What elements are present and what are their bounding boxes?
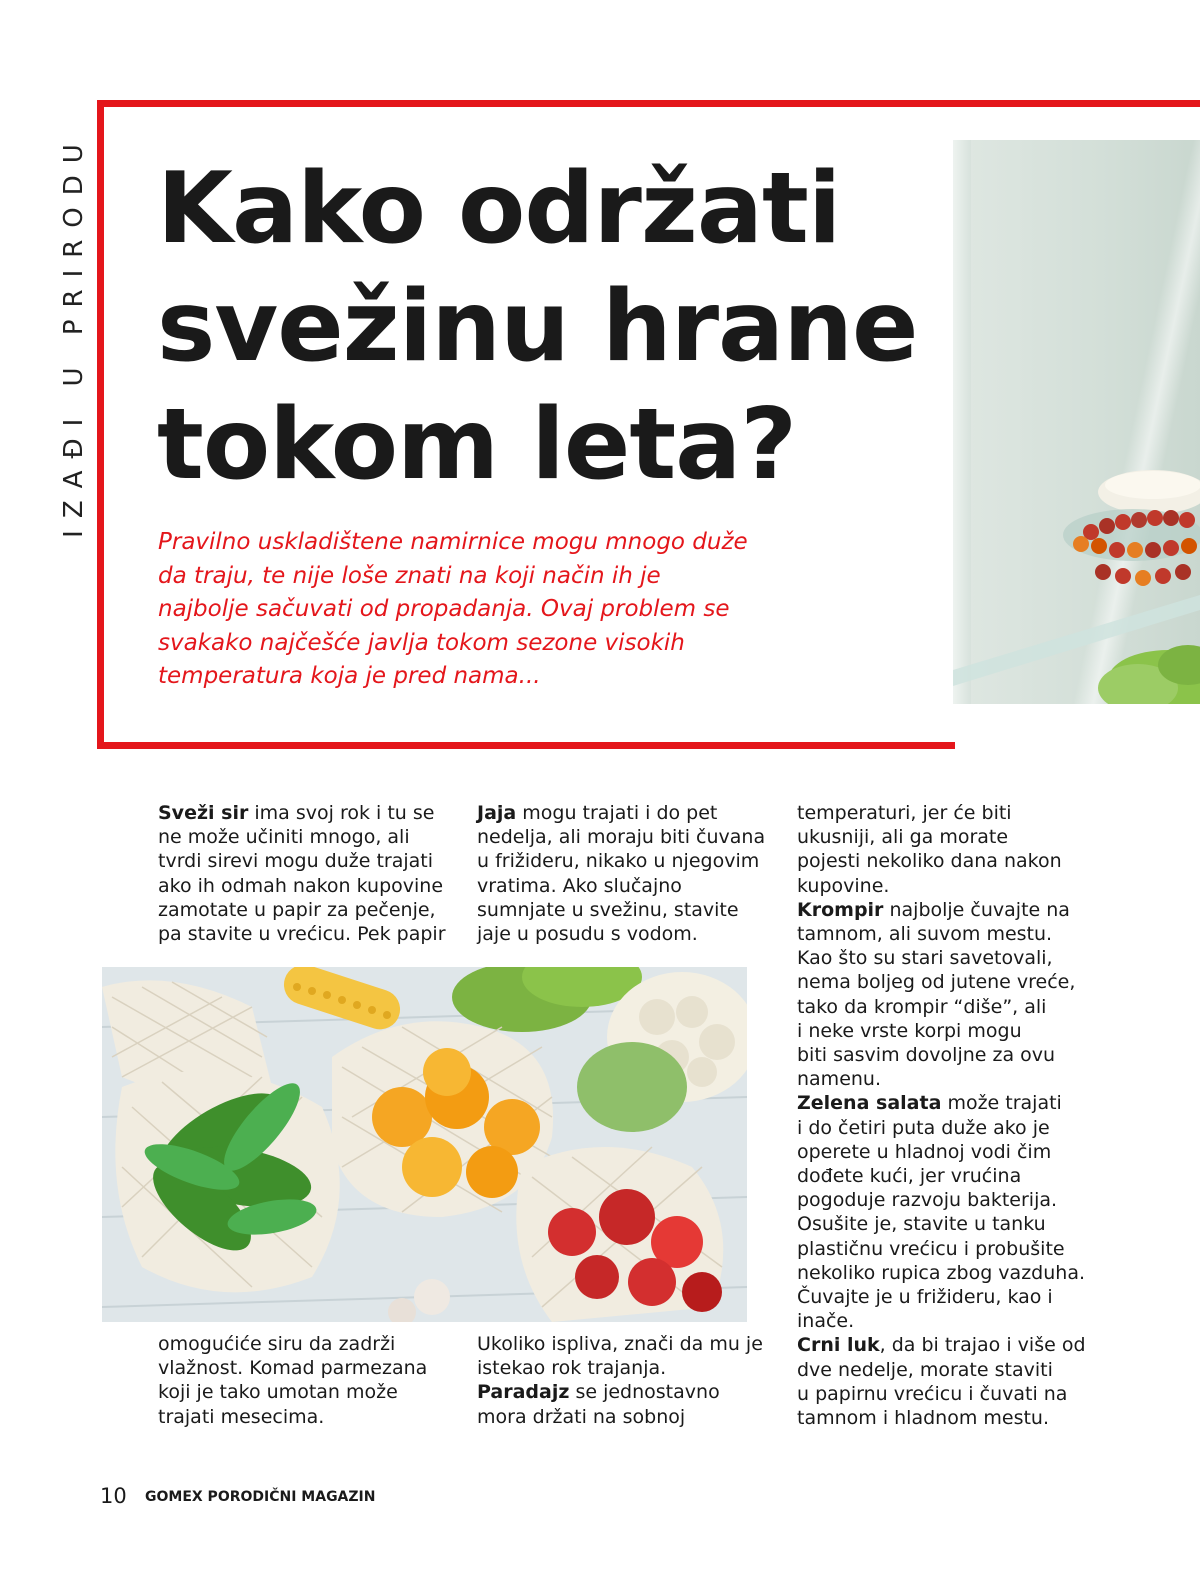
article-headline: Kako održati svežinu hrane tokom leta?	[157, 152, 918, 502]
text-zelena-salata: može trajati i do četiri puta duže ako je operete u hladnoj vodi čim dođete kući, jer vrućina pogoduje razvoju bakterija. Osušite je, stavite u tanku plastičnu vrećicu i probušite nekoliko rupica zbog vazduha. Čuvajte je u frižideru, kao i inače.	[797, 1092, 1085, 1333]
text-svezi-sir: ima svoj rok i tu se ne može učiniti mnogo, ali tvrdi sirevi mogu duže trajati ako ih odmah nakon kupovine zamotate u papir za pečenje, pa stavite u vrećicu. Pek papir	[158, 802, 446, 946]
term-svezi-sir: Sveži sir	[158, 802, 249, 824]
text-jaja-cont: Ukoliko ispliva, znači da mu je istekao rok trajanja.	[477, 1333, 763, 1380]
column-3	[797, 801, 1097, 1430]
fridge-photo	[953, 140, 1200, 704]
term-paradajz: Paradajz	[477, 1381, 570, 1404]
publication-name: GOMEX PORODIČNI MAGAZIN	[145, 1489, 376, 1505]
column-1-bottom	[158, 1332, 458, 1429]
section-label-text: IZAĐI U PRIRODU	[59, 132, 90, 538]
red-frame-left	[97, 100, 104, 749]
vegetables-photo	[102, 967, 747, 1322]
term-zelena-salata: Zelena salata	[797, 1092, 942, 1115]
term-crni-luk: Crni luk	[797, 1334, 880, 1357]
red-frame-bottom	[97, 742, 955, 749]
term-jaja: Jaja	[477, 802, 517, 824]
text-svezi-sir-cont: omogućiće siru da zadrži vlažnost. Komad parmezana koji je tako umotan može trajati mesecima.	[158, 1333, 428, 1428]
term-krompir: Krompir	[797, 898, 884, 921]
text-crni-luk: , da bi trajao i više od dve nedelje, morate staviti u papirnu vrećicu i čuvati na tamnom i hladnom mestu.	[797, 1334, 1086, 1430]
column-2-bottom	[477, 1332, 777, 1429]
red-frame-top	[97, 100, 1200, 107]
column-1-top	[158, 801, 458, 946]
article-lead: Pravilno uskladištene namirnice mogu mnogo duže da traju, te nije loše znati na koji način ih je najbolje sačuvati od propadanja. Ovaj problem se svakako najčešće javlja tokom sezone visokih temperatura koja je pred nama...	[158, 529, 748, 689]
text-paradajz: se jednostavno mora držati na sobnoj	[477, 1381, 720, 1428]
text-jaja: mogu trajati i do pet nedelja, ali moraju biti čuvana u frižideru, nikako u njegovim vratima. Ako slučajno sumnjate u svežinu, stavite jaje u posudu s vodom.	[477, 802, 766, 946]
section-label	[48, 132, 100, 538]
column-2-top	[477, 801, 777, 946]
text-krompir: najbolje čuvajte na tamnom, ali suvom mestu. Kao što su stari savetovali, nema boljeg od jutene vreće, tako da krompir “diše”, ali i neke vrste korpi mogu biti sasvim dovoljne za ovu namenu.	[797, 898, 1076, 1091]
text-paradajz-cont: temperaturi, jer će biti ukusniji, ali ga morate pojesti nekoliko dana nakon kupovine.	[797, 802, 1062, 897]
page-number: 10	[100, 1484, 127, 1508]
